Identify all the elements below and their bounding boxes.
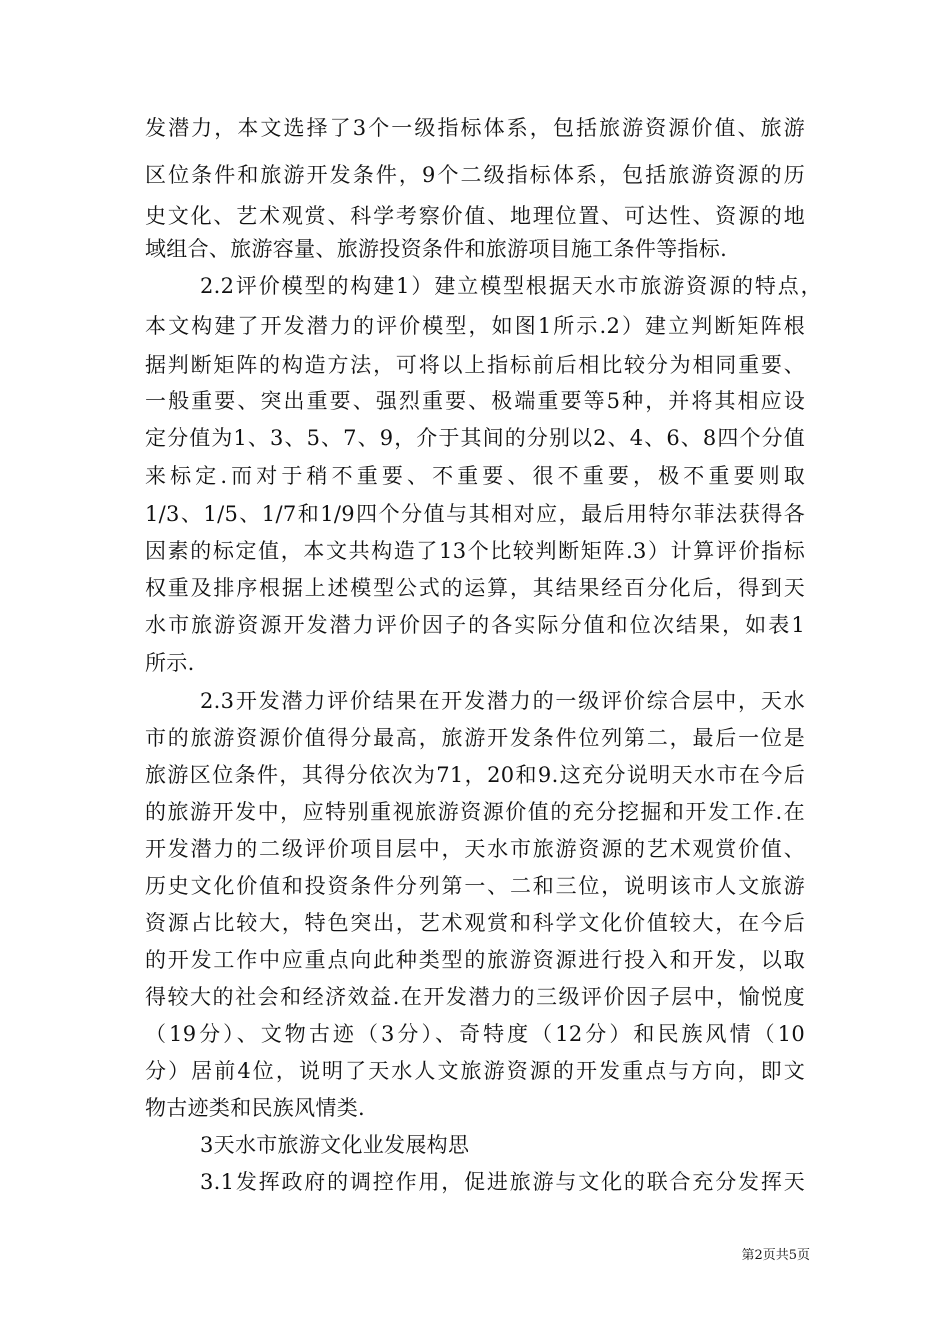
text-line: 发潜力，本文选择了3个一级指标体系，包括旅游资源价值、旅游 xyxy=(145,116,805,140)
text-line: 区位条件和旅游开发条件，9个二级指标体系，包括旅游资源的历 xyxy=(145,163,805,187)
text-line: 旅游区位条件，其得分依次为71，20和9.这充分说明天水市在今后 xyxy=(145,763,805,787)
paragraph-first-line: 2.2评价模型的构建1）建立模型根据天水市旅游资源的特点， xyxy=(200,274,822,298)
text-line: 定分值为1、3、5、7、9，介于其间的分别以2、4、6、8四个分值 xyxy=(145,426,805,450)
paragraph-first-line: 2.3开发潜力评价结果在开发潜力的一级评价综合层中，天水 xyxy=(200,689,805,713)
text-line: 一般重要、突出重要、强烈重要、极端重要等5种，并将其相应设 xyxy=(145,389,805,413)
paragraph-first-line: 3.1发挥政府的调控作用，促进旅游与文化的联合充分发挥天 xyxy=(200,1170,805,1194)
text-line: 1/3、1/5、1/7和1/9四个分值与其相对应，最后用特尔菲法获得各 xyxy=(145,502,805,526)
text-line: 的开发工作中应重点向此种类型的旅游资源进行投入和开发，以取 xyxy=(145,948,805,972)
text-line: 的旅游开发中，应特别重视旅游资源价值的充分挖掘和开发工作.在 xyxy=(145,800,805,824)
text-line: 市的旅游资源价值得分最高，旅游开发条件位列第二，最后一位是 xyxy=(145,726,805,750)
section-heading: 3天水市旅游文化业发展构思 xyxy=(200,1133,470,1157)
text-line: 权重及排序根据上述模型公式的运算，其结果经百分化后，得到天 xyxy=(145,576,805,600)
text-line: 据判断矩阵的构造方法，可将以上指标前后相比较分为相同重要、 xyxy=(145,353,805,377)
text-line: 水市旅游资源开发潜力评价因子的各实际分值和位次结果，如表1 xyxy=(145,613,805,637)
text-line: 得较大的社会和经济效益.在开发潜力的三级评价因子层中，愉悦度 xyxy=(145,985,805,1009)
text-line: 因素的标定值，本文共构造了13个比较判断矩阵.3）计算评价指标 xyxy=(145,539,805,563)
text-line: 来标定.而对于稍不重要、不重要、很不重要，极不重要则取 xyxy=(145,464,805,488)
text-line: 史文化、艺术观赏、科学考察价值、地理位置、可达性、资源的地 xyxy=(145,204,805,228)
text-line: 物古迹类和民族风情类. xyxy=(145,1096,365,1120)
page-number: 第2页共5页 xyxy=(741,1248,810,1263)
text-line: 资源占比较大，特色突出，艺术观赏和科学文化价值较大，在今后 xyxy=(145,911,805,935)
text-line: 本文构建了开发潜力的评价模型，如图1所示.2）建立判断矩阵根 xyxy=(145,314,805,338)
text-line: （19分）、文物古迹（3分）、奇特度（12分）和民族风情（10 xyxy=(145,1022,805,1046)
text-line: 所示. xyxy=(145,651,195,675)
text-line: 开发潜力的二级评价项目层中，天水市旅游资源的艺术观赏价值、 xyxy=(145,837,805,861)
text-line: 域组合、旅游容量、旅游投资条件和旅游项目施工条件等指标. xyxy=(145,237,728,261)
text-line: 分）居前4位，说明了天水人文旅游资源的开发重点与方向，即文 xyxy=(145,1059,805,1083)
text-line: 历史文化价值和投资条件分列第一、二和三位，说明该市人文旅游 xyxy=(145,874,805,898)
